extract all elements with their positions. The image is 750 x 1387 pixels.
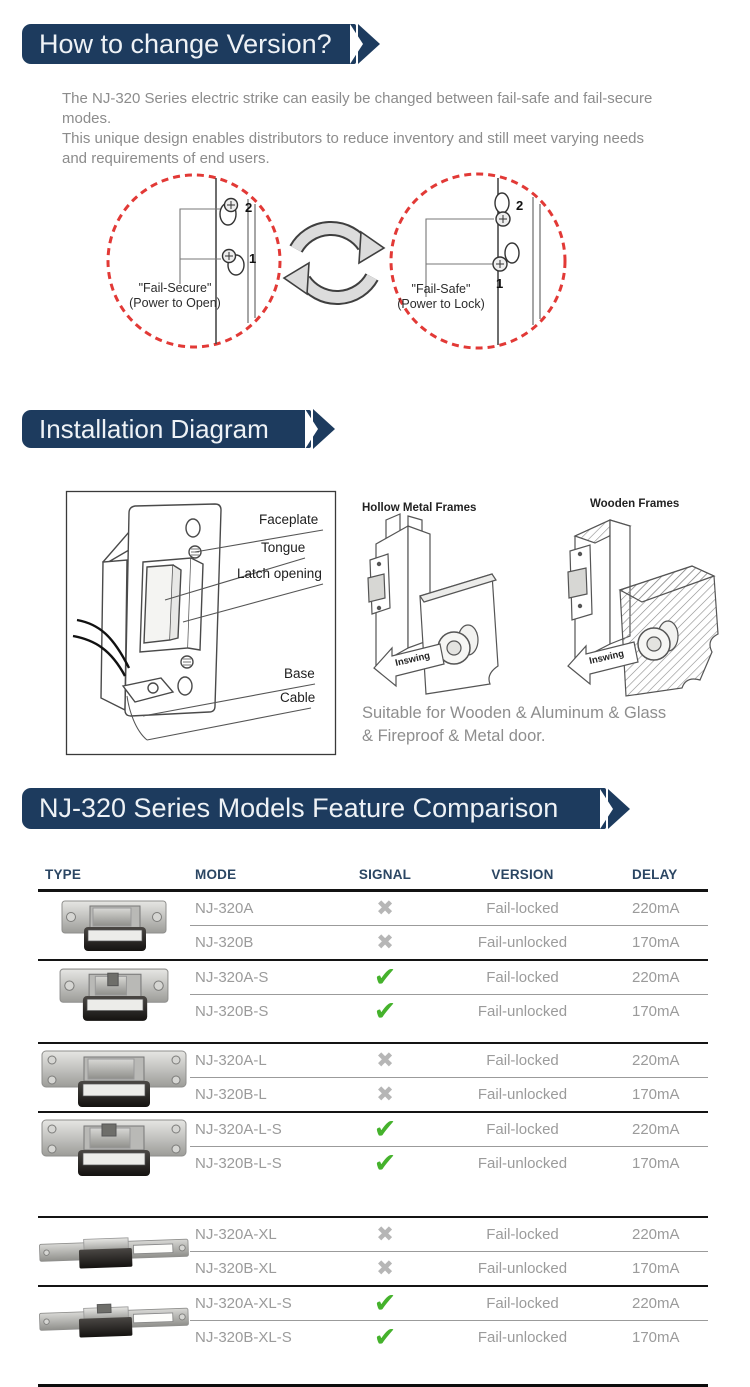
fail-secure-diagram: [108, 175, 280, 347]
banner-title: How to change Version?: [39, 28, 332, 59]
cross-icon: ✖: [376, 930, 394, 954]
signal-cell: [330, 1321, 440, 1354]
mode-cell: NJ-320B-S: [195, 1003, 269, 1020]
cross-icon: ✖: [376, 1048, 394, 1072]
table-group-nj320-l: [38, 1044, 708, 1113]
delay-cell: 170mA: [632, 1086, 680, 1103]
cross-icon: ✖: [376, 1082, 394, 1106]
label-tongue: Tongue: [261, 540, 306, 555]
product-image-cell: [38, 1218, 190, 1285]
delay-cell: 170mA: [632, 934, 680, 951]
section-banner-feature-comparison: [22, 788, 606, 829]
version-cell: Fail-unlocked: [477, 1155, 568, 1172]
table-group-nj320-s: [38, 961, 708, 1044]
rotate-arrows-icon: [284, 228, 384, 297]
label-faceplate: Faceplate: [259, 512, 319, 527]
suitable-caption: [362, 702, 666, 748]
hollow-metal-frames-figure: [356, 498, 541, 703]
fail-secure-caption-2: (Power to Open): [129, 296, 221, 310]
check-icon: ✔: [373, 996, 397, 1027]
table-group-nj320-l-s: [38, 1113, 708, 1218]
mode-cell: NJ-320B-XL: [195, 1260, 277, 1277]
screw-label-1: 1: [249, 251, 257, 266]
screw-label-2: 2: [245, 200, 253, 215]
version-cell: Fail-locked: [440, 1044, 605, 1078]
version-cell: Fail-unlocked: [477, 1003, 568, 1020]
version-cell: Fail-unlocked: [477, 934, 568, 951]
mode-cell: NJ-320B-L: [195, 1086, 267, 1103]
section-banner-installation-diagram: [22, 410, 311, 448]
delay-cell: 220mA: [605, 1287, 708, 1321]
delay-cell: 220mA: [605, 1218, 708, 1252]
check-icon: ✔: [373, 1288, 397, 1319]
product-photo-xl-strike: [38, 1224, 190, 1280]
banner-title: NJ-320 Series Models Feature Comparison: [39, 793, 559, 823]
table-group-nj320-xl-s: [38, 1287, 708, 1387]
mode-cell: NJ-320A-XL: [190, 1218, 330, 1252]
signal-cell: [330, 1147, 440, 1180]
hollow-frames-title: Hollow Metal Frames: [362, 502, 477, 514]
product-image-cell: [38, 1287, 190, 1354]
product-photo-short-strike-signal: [58, 966, 170, 1024]
product-photo-short-strike: [60, 899, 168, 953]
product-photo-long-strike: [40, 1047, 188, 1109]
delay-cell: 220mA: [605, 892, 708, 926]
mode-cell: NJ-320B: [195, 934, 254, 951]
product-image-cell: [38, 892, 190, 959]
section-banner-how-to-change-version: [22, 24, 356, 64]
signal-cell: [330, 926, 440, 959]
check-icon: ✔: [373, 1114, 397, 1145]
version-cell: Fail-unlocked: [477, 1260, 568, 1277]
strike-parts-diagram: [65, 490, 337, 756]
cross-icon: ✖: [376, 1222, 394, 1246]
signal-cell: [330, 1078, 440, 1111]
label-latch-opening: Latch opening: [237, 566, 322, 581]
mode-cell: NJ-320A: [190, 892, 330, 926]
label-cable: Cable: [280, 690, 316, 705]
banner-title: Installation Diagram: [39, 413, 269, 444]
version-cell: Fail-locked: [440, 1113, 605, 1147]
version-cell: Fail-unlocked: [477, 1329, 568, 1346]
product-photo-long-strike-signal: [40, 1116, 188, 1178]
intro-line-1: The NJ-320 Series electric strike can easily be changed between fail-safe and fail-secure modes.: [62, 90, 653, 127]
signal-cell: [330, 961, 440, 995]
version-cell: Fail-locked: [440, 1218, 605, 1252]
intro-line-3: and requirements of end users.: [62, 150, 270, 167]
delay-cell: 170mA: [632, 1260, 680, 1277]
cross-icon: ✖: [376, 1256, 394, 1280]
fail-safe-fail-secure-figure: [96, 166, 676, 358]
mode-cell: NJ-320A-S: [190, 961, 330, 995]
signal-cell: [330, 1252, 440, 1285]
header-delay: DELAY: [632, 867, 678, 882]
header-type: TYPE: [45, 867, 82, 882]
delay-cell: 220mA: [605, 1113, 708, 1147]
header-version: VERSION: [491, 867, 554, 882]
suitable-line-2: & Fireproof & Metal door.: [362, 727, 546, 745]
label-base: Base: [284, 666, 315, 681]
version-cell: Fail-unlocked: [477, 1086, 568, 1103]
mode-cell: NJ-320A-XL-S: [190, 1287, 330, 1321]
product-image-cell: [38, 1044, 190, 1111]
wooden-frames-title: Wooden Frames: [590, 498, 680, 510]
delay-cell: 220mA: [605, 961, 708, 995]
wooden-inswing-label: Inswing: [588, 648, 626, 667]
table-group-nj320-xl: [38, 1218, 708, 1287]
header-signal: SIGNAL: [358, 867, 412, 882]
fail-safe-caption: "Fail-Safe": [411, 282, 471, 296]
signal-cell: [330, 1218, 440, 1252]
version-cell: Fail-locked: [440, 961, 605, 995]
check-icon: ✔: [373, 1148, 397, 1179]
cross-icon: ✖: [376, 896, 394, 920]
signal-cell: [330, 995, 440, 1028]
table-header-row: [38, 860, 708, 892]
screw-label-1: 1: [496, 276, 504, 291]
wooden-frames-figure: [540, 494, 740, 706]
signal-cell: [330, 1113, 440, 1147]
fail-secure-caption: "Fail-Secure": [138, 281, 212, 295]
hollow-inswing-label: Inswing: [394, 650, 432, 669]
suitable-line-1: Suitable for Wooden & Aluminum & Glass: [362, 704, 667, 722]
product-image-cell: [38, 961, 190, 1028]
product-image-cell: [38, 1113, 190, 1180]
intro-paragraph: [62, 89, 692, 169]
screw-label-2: 2: [516, 198, 524, 213]
mode-cell: NJ-320B-L-S: [195, 1155, 282, 1172]
mode-cell: NJ-320A-L: [190, 1044, 330, 1078]
signal-cell: [330, 892, 440, 926]
version-cell: Fail-locked: [440, 1287, 605, 1321]
signal-cell: [330, 1287, 440, 1321]
mode-cell: NJ-320A-L-S: [190, 1113, 330, 1147]
product-photo-xl-strike-signal: [38, 1293, 190, 1349]
delay-cell: 170mA: [632, 1155, 680, 1172]
fail-safe-caption-2: (Power to Lock): [397, 297, 485, 311]
mode-cell: NJ-320B-XL-S: [195, 1329, 292, 1346]
delay-cell: 220mA: [605, 1044, 708, 1078]
feature-comparison-table: [38, 860, 708, 1387]
table-group-nj320: [38, 892, 708, 961]
fail-safe-diagram: [391, 174, 565, 348]
intro-line-2: This unique design enables distributors to reduce inventory and still meet varying needs: [62, 130, 644, 147]
delay-cell: 170mA: [632, 1329, 680, 1346]
header-mode: MODE: [195, 867, 237, 882]
version-cell: Fail-locked: [440, 892, 605, 926]
check-icon: ✔: [373, 1322, 397, 1353]
delay-cell: 170mA: [632, 1003, 680, 1020]
signal-cell: [330, 1044, 440, 1078]
check-icon: ✔: [373, 962, 397, 993]
